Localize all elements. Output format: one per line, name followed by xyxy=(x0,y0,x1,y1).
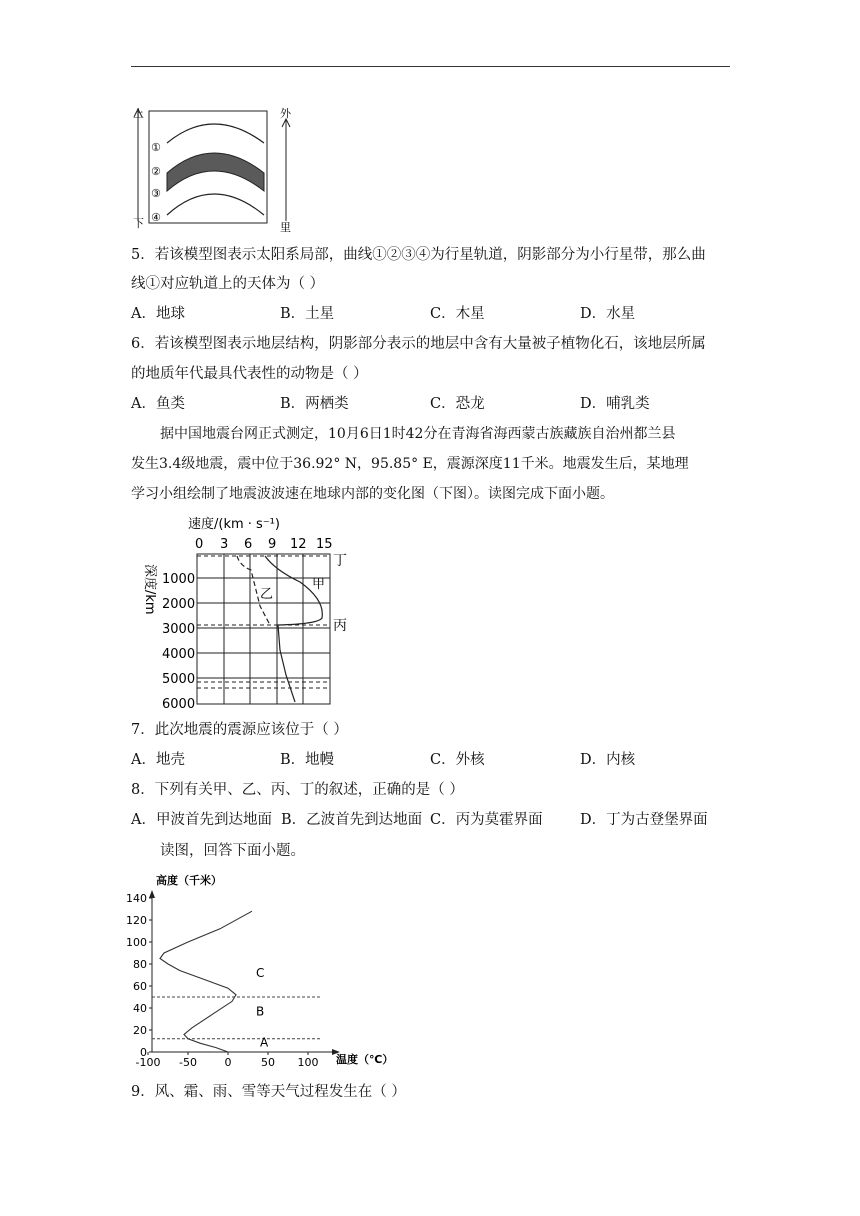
q6-option-d: D．哺乳类 xyxy=(580,396,650,412)
q5-stem-line1: 5．若该模型图表示太阳系局部，曲线①②③④为行星轨道，阴影部分为小行星带，那么曲 xyxy=(131,247,706,263)
depth-ticks xyxy=(162,572,195,710)
svg-text:2000: 2000 xyxy=(162,597,196,612)
depth-axis-label: 深度/km xyxy=(142,564,157,615)
layer-label-c: C xyxy=(256,966,265,981)
q8-option-d: D．丁为古登堡界面 xyxy=(580,812,708,828)
label-bing: 丙 xyxy=(333,618,347,634)
label-outer: 外 xyxy=(280,107,291,120)
svg-text:6000: 6000 xyxy=(162,697,196,710)
label-jia: 甲 xyxy=(312,577,326,592)
passage-line1: 据中国地震台网正式测定，10月6日1时42分在青海省海西蒙古族藏族自治州都兰县 xyxy=(160,426,676,442)
q7-option-c: C．外核 xyxy=(430,752,485,768)
temperature-curve xyxy=(160,911,252,1052)
y-tick-label: 60 xyxy=(133,980,147,993)
seismic-wave-figure xyxy=(140,510,365,710)
q5-option-c: C．木星 xyxy=(430,306,485,322)
q6-stem-line2: 的地质年代最具代表性的动物是（ ） xyxy=(131,366,368,382)
q5-option-d: D．水星 xyxy=(580,306,636,322)
x-tick-label: 50 xyxy=(261,1056,275,1069)
svg-text:9: 9 xyxy=(268,537,277,552)
q6-option-a: A．鱼类 xyxy=(131,396,185,412)
q5-option-b: B．土星 xyxy=(280,306,335,322)
label-curve-3: ③ xyxy=(151,187,161,200)
svg-text:5000: 5000 xyxy=(162,672,196,687)
y-tick-label: 20 xyxy=(133,1024,147,1037)
instruction: 读图，回答下面小题。 xyxy=(160,843,305,859)
q5-stem-line2: 线①对应轨道上的天体为（ ） xyxy=(131,276,325,292)
svg-text:0: 0 xyxy=(195,537,204,552)
svg-text:3000: 3000 xyxy=(162,622,196,637)
q6-stem-line1: 6．若该模型图表示地层结构，阴影部分表示的地层中含有大量被子植物化石，该地层所属 xyxy=(131,336,706,352)
label-inner: 里 xyxy=(280,221,291,233)
y-tick-label: 40 xyxy=(133,1002,147,1015)
label-ding: 丁 xyxy=(333,553,347,569)
layer-label-a: A xyxy=(260,1035,269,1050)
q7-stem: 7．此次地震的震源应该位于（ ） xyxy=(131,722,348,738)
passage-line3: 学习小组绘制了地震波波速在地球内部的变化图（下图）。读图完成下面小题。 xyxy=(131,486,614,502)
q8-stem: 8．下列有关甲、乙、丙、丁的叙述，正确的是（ ） xyxy=(131,782,464,798)
svg-text:3: 3 xyxy=(220,537,229,552)
q8-option-b: B．乙波首先到达地面 xyxy=(281,812,423,828)
layer-model-figure xyxy=(133,103,298,233)
label-yi: 乙 xyxy=(260,587,274,602)
passage-line2: 发生3.4级地震，震中位于36.92° N，95.85° E，震源深度11千米。地震发生后，某地理 xyxy=(131,456,689,472)
chart-xlabel: 温度（℃） xyxy=(336,1053,394,1066)
y-axis-arrow xyxy=(149,890,155,898)
header-rule xyxy=(131,66,730,67)
label-bottom: 下 xyxy=(133,217,144,230)
q7-option-d: D．内核 xyxy=(580,752,636,768)
y-tick-label: 80 xyxy=(133,958,147,971)
svg-text:12: 12 xyxy=(290,537,307,552)
x-tick-label: 100 xyxy=(297,1056,319,1069)
q5-option-a: A．地球 xyxy=(131,306,185,322)
q7-option-b: B．地幔 xyxy=(280,752,335,768)
x-tick-label: -100 xyxy=(135,1056,161,1069)
chart-ylabel: 高度（千米） xyxy=(156,874,222,887)
x-tick-label: 0 xyxy=(224,1056,232,1069)
y-tick-label: 0 xyxy=(140,1046,147,1059)
svg-text:6: 6 xyxy=(244,537,253,552)
q9-stem: 9．风、霜、雨、雪等天气过程发生在（ ） xyxy=(131,1084,406,1100)
q8-option-a: A．甲波首先到达地面 xyxy=(131,812,272,828)
q8-option-c: C．丙为莫霍界面 xyxy=(430,812,543,828)
y-tick-label: 120 xyxy=(126,914,147,927)
layer-label-b: B xyxy=(256,1004,265,1019)
svg-text:4000: 4000 xyxy=(162,647,196,662)
svg-text:1000: 1000 xyxy=(162,572,196,587)
q6-option-b: B．两栖类 xyxy=(280,396,349,412)
y-tick-label: 100 xyxy=(126,936,147,949)
label-curve-2: ② xyxy=(151,165,161,178)
q6-option-c: C．恐龙 xyxy=(430,396,485,412)
speed-ticks xyxy=(195,537,333,552)
label-top: 上 xyxy=(133,107,144,120)
q7-option-a: A．地壳 xyxy=(131,752,185,768)
speed-axis-label: 速度/(km · s⁻¹) xyxy=(188,517,280,532)
label-curve-1: ① xyxy=(151,141,161,154)
label-curve-4: ④ xyxy=(151,211,161,224)
atmosphere-chart xyxy=(120,870,400,1070)
y-tick-label: 140 xyxy=(126,892,147,905)
x-tick-label: -50 xyxy=(179,1056,197,1069)
svg-text:15: 15 xyxy=(316,537,333,552)
